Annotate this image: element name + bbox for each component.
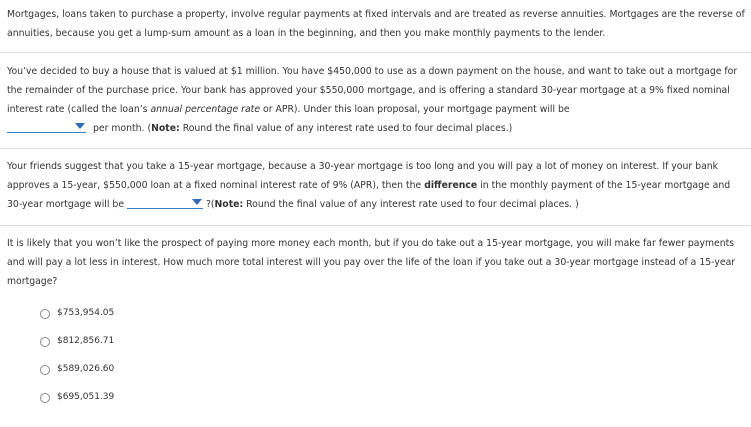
q2-text-a: Your friends suggest that you take a 15-year mortgage, because a 30-year mortgage is too long and you will pay a lot of money on interest. If your bank approves a 15-year, $550,000 loan at a fixed nominal interest rate of 9% (APR), then the xyxy=(7,161,719,191)
divider xyxy=(0,225,751,226)
monthly-payment-dropdown[interactable] xyxy=(7,121,86,133)
radio-button[interactable] xyxy=(40,337,50,347)
q2-text-b: in the monthly payment of the 15-year mortgage and 30-year mortgage will be xyxy=(7,180,731,210)
q2-after-dropdown: ?( xyxy=(203,199,215,210)
answer-option-label: $589,026.60 xyxy=(57,364,115,374)
q2-note-text: Round the final value of any interest rate used to four decimal places. ) xyxy=(243,199,579,210)
q1-text-a: You’ve decided to buy a house that is valued at $1 million. You have $450,000 to use as a down payment on the house, and want to take out a mortgage for the remainder of the purchase price. Your bank has approved your $550,000 mortgage, and is offering a standard 30-year mortgage at a 9% fixed nominal interest rate (called the loan’s xyxy=(7,66,738,115)
q3-text: It is likely that you won’t like the prospect of paying more money each month, but if you do take out a 15-year mortgage, you will make far fewer payments and will pay a lot less in interest. How much more total interest will you pay over the life of the loan if you take out a 30-year mortgage instead of a 15-year mortgage? xyxy=(7,238,736,287)
divider xyxy=(0,52,751,53)
q1-after-dropdown: per month. ( xyxy=(92,123,152,134)
q1-text-b: or APR). Under this loan proposal, your mortgage payment will be xyxy=(260,104,570,115)
intro-text: Mortgages, loans taken to purchase a property, involve regular payments at fixed intervals and are treated as reverse annuities. Mortgages are the reverse of annuities, because you get a lump-sum amount as a loan in the beginning, and then you make monthly payments to the lender. xyxy=(7,9,745,39)
chevron-down-icon xyxy=(75,123,85,129)
radio-button[interactable] xyxy=(40,393,50,403)
radio-button[interactable] xyxy=(40,309,50,319)
answer-option-label: $695,051.39 xyxy=(57,392,115,402)
radio-button[interactable] xyxy=(40,365,50,375)
q1-apr-term: annual percentage rate xyxy=(150,104,261,115)
divider xyxy=(0,148,751,149)
answer-option-label: $812,856.71 xyxy=(57,336,115,346)
q1-note-text: Round the final value of any interest rate used to four decimal places.) xyxy=(179,123,513,134)
q2-note-label: Note: xyxy=(214,199,244,210)
answer-option-label: $753,954.05 xyxy=(57,308,115,318)
q2-difference-term: difference xyxy=(424,180,478,191)
intro-paragraph xyxy=(7,5,745,43)
question-1-paragraph xyxy=(7,62,745,138)
payment-difference-dropdown[interactable] xyxy=(127,197,203,209)
chevron-down-icon xyxy=(192,199,202,205)
q1-note-label: Note: xyxy=(151,123,180,134)
question-3-paragraph xyxy=(7,234,745,291)
question-2-paragraph xyxy=(7,157,745,214)
